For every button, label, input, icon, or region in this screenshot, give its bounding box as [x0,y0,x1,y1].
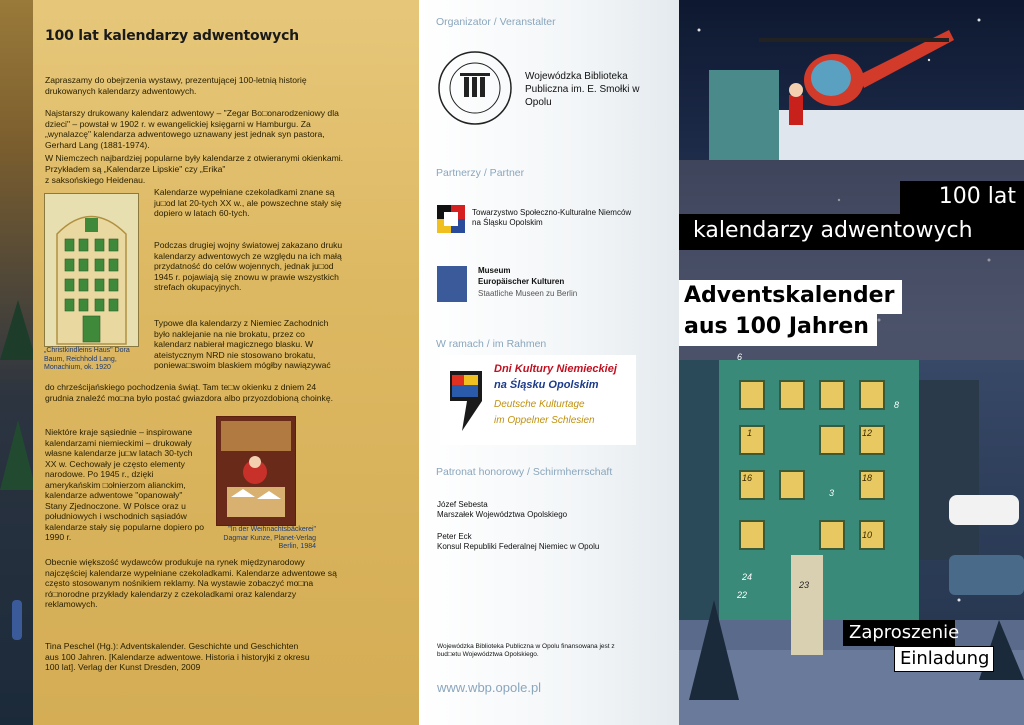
christkindleins-haus-image [44,193,139,347]
intro-paragraph: Zapraszamy do obejrzenia wystawy, prezentującej 100-letnią historię drukowanych kalendarzy adwentowych. [45,75,307,96]
advent-window [739,520,765,550]
website-link[interactable]: www.wbp.opole.pl [437,680,542,695]
history-paragraph: W Niemczech najbardziej popularne były kalendarze z otwieranymi okienkami. Przykładem są „Kalendarze Lipskie" czy „Erika" [45,153,344,174]
bibliography: Tina Peschel (Hg.): Adventskalender. Geschichte und Geschichten aus 100 Jahren. [Kalendarze adwentowe. Historia i historyjki z okresu 100 lat]. Verlag der Kunst Dresden, 2009 [45,641,310,672]
patron-title: Konsul Republiki Federalnej Niemiec w Opolu [437,542,600,551]
tskn-logo [437,205,465,233]
history-paragraph: z saksońskiego Heidenau. [45,175,146,185]
dni-de-title: Deutsche Kulturtage [494,399,585,410]
window-number: 24 [742,572,753,582]
advent-window [859,380,885,410]
partners-heading: Partnerzy / Partner [436,167,525,179]
dni-de-subtitle: im Oppelner Schlesien [494,415,595,426]
patron-title: Marszałek Województwa Opolskiego [437,510,568,519]
child-figure-illustration [12,600,22,640]
organizer-name: Wojewódzka Biblioteka Publiczna im. E. Smołki w Opolu [525,71,640,108]
window-number: 18 [862,473,873,483]
museum-name: Europäischer Kulturen [478,277,565,286]
window-number: 16 [742,473,753,483]
current-paragraph: Obecnie większość wydawców produkuje na rynek międzynarodowy najczęściej kalendarze wypełniane czekoladkami. Kalendarze adwentowe są często stosowanym nośnikiem reklamy. Na wystawie zobaczyć mo□na ró□norodne przykłady kalendarzy z czekoladkami oraz kalendarzy reklamowych. [45,557,337,609]
advent-window [779,470,805,500]
window-number: 8 [894,400,900,410]
patron-name: Peter Eck [437,532,472,541]
framework-heading: W ramach / im Rahmen [436,338,547,350]
history-paragraph: Najstarszy drukowany kalendarz adwentowy – "Zegar Bo□onarodzeniowy dla dzieci" – powstał w 1902 r. w ewangelickiej księgarni w Hamburgu. Za „wynalazcę" kalendarza adwentowego uznawany jest jednak syn pastora, Gerhard Lang (1881-1974). [45,108,339,150]
patronage-heading: Patronat honorowy / Schirmherrschaft [436,466,613,478]
dni-subtitle: na Śląsku Opolskim [494,379,599,391]
window-number: 1 [747,428,753,438]
glitter-paragraph: do chrześcijańskiego pochodzenia świąt. Tam te□w okienku z dniem 24 grudnia znaleźć mo□na było postać gwiazdora albo przyozdobioną choinkę. [45,382,334,403]
weihnachtsbaeckerei-image [216,416,296,526]
dni-kultury-logo [440,355,636,445]
window-number: 22 [737,590,748,600]
tree-illustration [0,300,36,360]
cover-title-de: aus 100 Jahren [684,314,869,339]
partner-name: Towarzystwo Społeczno-Kulturalne Niemców na Śląsku Opolskim [472,208,632,227]
image-caption: "In der Weihnachtsbäckerei" Dagmar Kunze, Planet-Verlag Berlin, 1984 [223,526,316,550]
invitation-de-block [894,646,994,672]
advent-window [739,380,765,410]
advent-window [819,380,845,410]
dni-title: Dni Kultury Niemieckiej [494,363,617,375]
window-number: 12 [862,428,873,438]
tree-illustration [0,420,36,490]
cover-title-pl: 100 lat [938,184,1016,209]
advent-window [779,380,805,410]
patron-name: Józef Sebesta [437,500,488,509]
invitation-pl: Zaproszenie [849,622,960,643]
invitation-de: Einladung [900,648,990,669]
neighbors-paragraph: Niektóre kraje sąsiednie – inspirowane kalendarzami niemieckimi – drukowały własne kalendarze ju□w latach 30-tych XX w. Cechowały je często elementy narodowe. Po 1945 r., dzięki amerykańskim □ołnierzom alianckim, kalendarze adwentowe "opanowały" Stany Zjednoczone. W Polsce oraz u południowych i wschodnich sąsiadów kalendarze stały się popularne dopiero po 1990 r. [45,427,205,542]
invitation-pl-block [843,620,960,646]
panel-title: 100 lat kalendarzy adwentowych [45,28,299,44]
cover-illustration [679,0,1024,725]
title-de-line2-block [679,312,877,346]
advent-window [819,520,845,550]
image-caption: „Christkindleins Haus" Dora Baum, Reichhold Lang, Monachium, ok. 1920 [44,347,130,371]
cover-title-pl: kalendarzy adwentowych [693,218,973,243]
title-de-line1-block [679,280,902,314]
chocolate-paragraph: Kalendarze wypełniane czekoladkami znane są ju□od lat 20-tych XX w., ale powszechne stały się dopiero w latach 60-tych. [154,187,342,218]
left-art-strip [0,0,33,725]
museum-subname: Staatliche Museen zu Berlin [478,289,578,298]
museum-logo-mark [437,266,467,302]
window-number: 3 [829,488,835,498]
library-seal-logo [436,47,514,129]
title-pl-line1-block [900,181,1024,215]
title-pl-line2-block [679,214,1024,250]
museum-name: Museum [478,266,511,275]
war-paragraph: Podczas drugiej wojny światowej zakazano druku kalendarzy adwentowych ze względu na ich małą przydatność do celów wojennych, jednak ju□od 1945 r. pojawiają się znowu w prawie wszystkich strefach okupacyjnych. [154,240,343,292]
window-number: 23 [799,580,810,590]
advent-window [819,425,845,455]
glitter-paragraph: Typowe dla kalendarzy z Niemiec Zachodnich było naklejanie na nie brokatu, przez co kalendarz nabierał magicznego blasku. W ateistycznym NRD nie stosowano brokatu, poniewa□swoim blaskiem mógłby nawiązywać [154,318,331,370]
cover-title-de: Adventskalender [684,283,895,308]
funding-note: Wojewódzka Biblioteka Publiczna w Opolu finansowana jest z bud□etu Województwa Opolskiego. [437,643,615,658]
seal-text [1,1,33,2]
window-number: 6 [737,352,743,362]
window-number: 10 [862,530,873,540]
organizer-heading: Organizator / Veranstalter [436,16,556,28]
